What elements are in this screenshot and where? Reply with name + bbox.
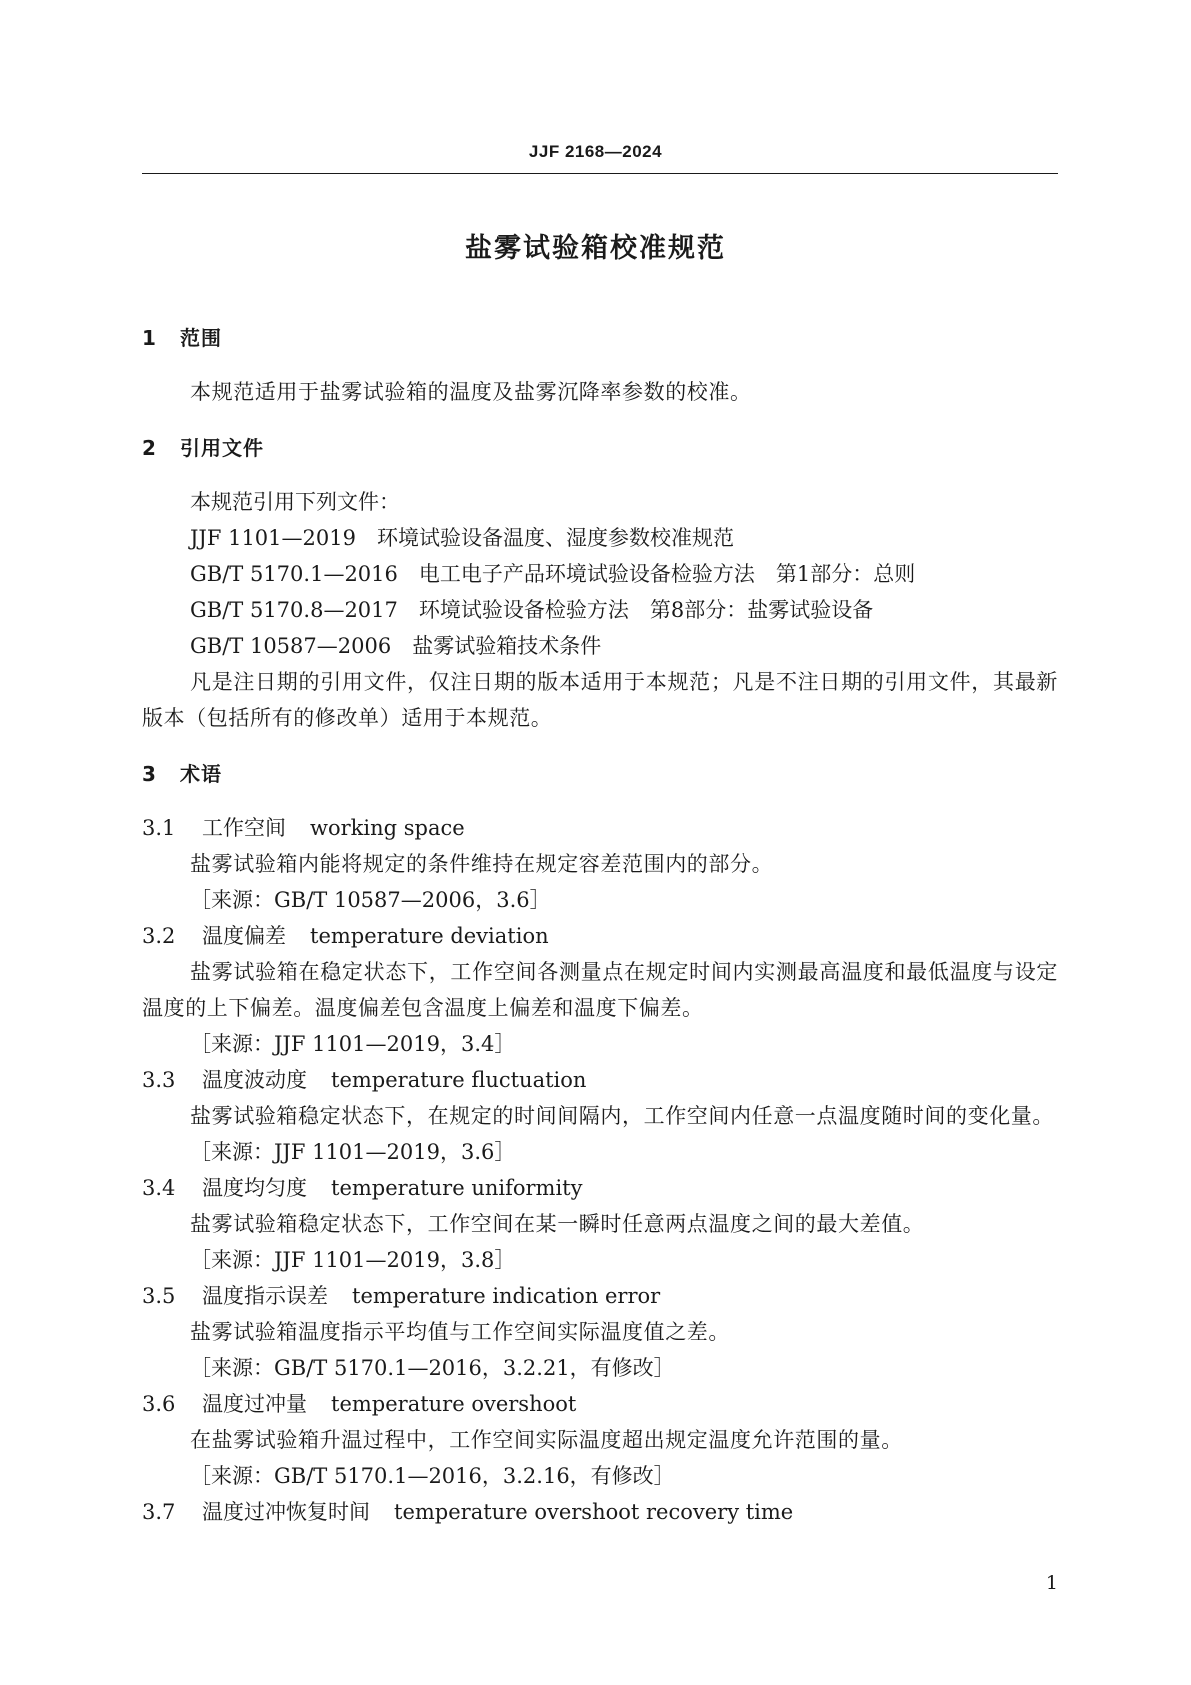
term-en: temperature deviation — [310, 924, 549, 948]
term-zh: 温度波动度 — [202, 1068, 307, 1092]
term-zh: 温度过冲恢复时间 — [202, 1500, 370, 1524]
header-rule — [142, 173, 1058, 174]
term-en: temperature overshoot — [331, 1392, 577, 1416]
term-number: 3.7 — [142, 1500, 176, 1524]
section-number: 3 — [142, 762, 157, 786]
term-zh: 工作空间 — [202, 816, 286, 840]
term-heading — [142, 1062, 1058, 1098]
section-heading-3 — [142, 756, 1058, 792]
section-heading-1 — [142, 320, 1058, 356]
term-number: 3.5 — [142, 1284, 176, 1308]
term-source: ［来源：JJF 1101—2019，3.6］ — [190, 1140, 516, 1164]
term-source: ［来源：GB/T 10587—2006，3.6］ — [190, 888, 551, 912]
term-zh: 温度偏差 — [202, 924, 286, 948]
section-number: 2 — [142, 436, 157, 460]
section-title: 范围 — [180, 326, 222, 350]
section-heading-2 — [142, 430, 1058, 466]
reference-item: JJF 1101—2019 环境试验设备温度、湿度参数校准规范 — [190, 526, 734, 550]
document-title: 盐雾试验箱校准规范 — [465, 233, 726, 264]
term-source: ［来源：GB/T 5170.1—2016，3.2.16，有修改］ — [190, 1464, 675, 1488]
document-body — [142, 320, 1058, 1530]
term-heading — [142, 1278, 1058, 1314]
references-intro: 本规范引用下列文件： — [190, 490, 400, 514]
term-en: temperature indication error — [352, 1284, 661, 1308]
term-number: 3.4 — [142, 1176, 176, 1200]
term-zh: 温度过冲量 — [202, 1392, 307, 1416]
page-number: 1 — [1045, 1572, 1058, 1594]
term-en: temperature uniformity — [331, 1176, 583, 1200]
term-heading — [142, 810, 1058, 846]
term-number: 3.6 — [142, 1392, 176, 1416]
term-source: ［来源：JJF 1101—2019，3.8］ — [190, 1248, 516, 1272]
reference-item: GB/T 5170.1—2016 电工电子产品环境试验设备检验方法 第1部分：总则 — [190, 562, 916, 586]
term-en: working space — [310, 816, 465, 840]
term-en: temperature overshoot recovery time — [394, 1500, 794, 1524]
term-definition: 在盐雾试验箱升温过程中，工作空间实际温度超出规定温度允许范围的量。 — [190, 1428, 903, 1452]
references-closing: 凡是注日期的引用文件，仅注日期的版本适用于本规范；凡是不注日期的引用文件，其最新版本（包括所有的修改单）适用于本规范。 — [142, 670, 1058, 730]
term-number: 3.2 — [142, 924, 176, 948]
term-heading — [142, 1170, 1058, 1206]
term-en: temperature fluctuation — [331, 1068, 587, 1092]
scope-paragraph: 本规范适用于盐雾试验箱的温度及盐雾沉降率参数的校准。 — [190, 380, 752, 404]
term-source: ［来源：JJF 1101—2019，3.4］ — [190, 1032, 516, 1056]
term-zh: 温度指示误差 — [202, 1284, 328, 1308]
term-heading — [142, 1386, 1058, 1422]
section-title: 引用文件 — [180, 436, 264, 460]
term-number: 3.3 — [142, 1068, 176, 1092]
section-title: 术语 — [180, 762, 222, 786]
term-heading — [142, 1494, 1058, 1530]
section-number: 1 — [142, 326, 157, 350]
term-definition: 盐雾试验箱稳定状态下，在规定的时间间隔内，工作空间内任意一点温度随时间的变化量。 — [190, 1104, 1054, 1128]
term-source: ［来源：GB/T 5170.1—2016，3.2.21，有修改］ — [190, 1356, 675, 1380]
term-heading — [142, 918, 1058, 954]
term-definition: 盐雾试验箱内能将规定的条件维持在规定容差范围内的部分。 — [190, 852, 774, 876]
term-zh: 温度均匀度 — [202, 1176, 307, 1200]
term-definition: 盐雾试验箱温度指示平均值与工作空间实际温度值之差。 — [190, 1320, 730, 1344]
running-header: JJF 2168—2024 — [528, 142, 663, 161]
term-number: 3.1 — [142, 816, 176, 840]
term-definition: 盐雾试验箱在稳定状态下，工作空间各测量点在规定时间内实测最高温度和最低温度与设定温度的上下偏差。温度偏差包含温度上偏差和温度下偏差。 — [142, 960, 1058, 1020]
reference-item: GB/T 10587—2006 盐雾试验箱技术条件 — [190, 634, 602, 658]
term-definition: 盐雾试验箱稳定状态下，工作空间在某一瞬时任意两点温度之间的最大差值。 — [190, 1212, 925, 1236]
reference-item: GB/T 5170.8—2017 环境试验设备检验方法 第8部分：盐雾试验设备 — [190, 598, 874, 622]
